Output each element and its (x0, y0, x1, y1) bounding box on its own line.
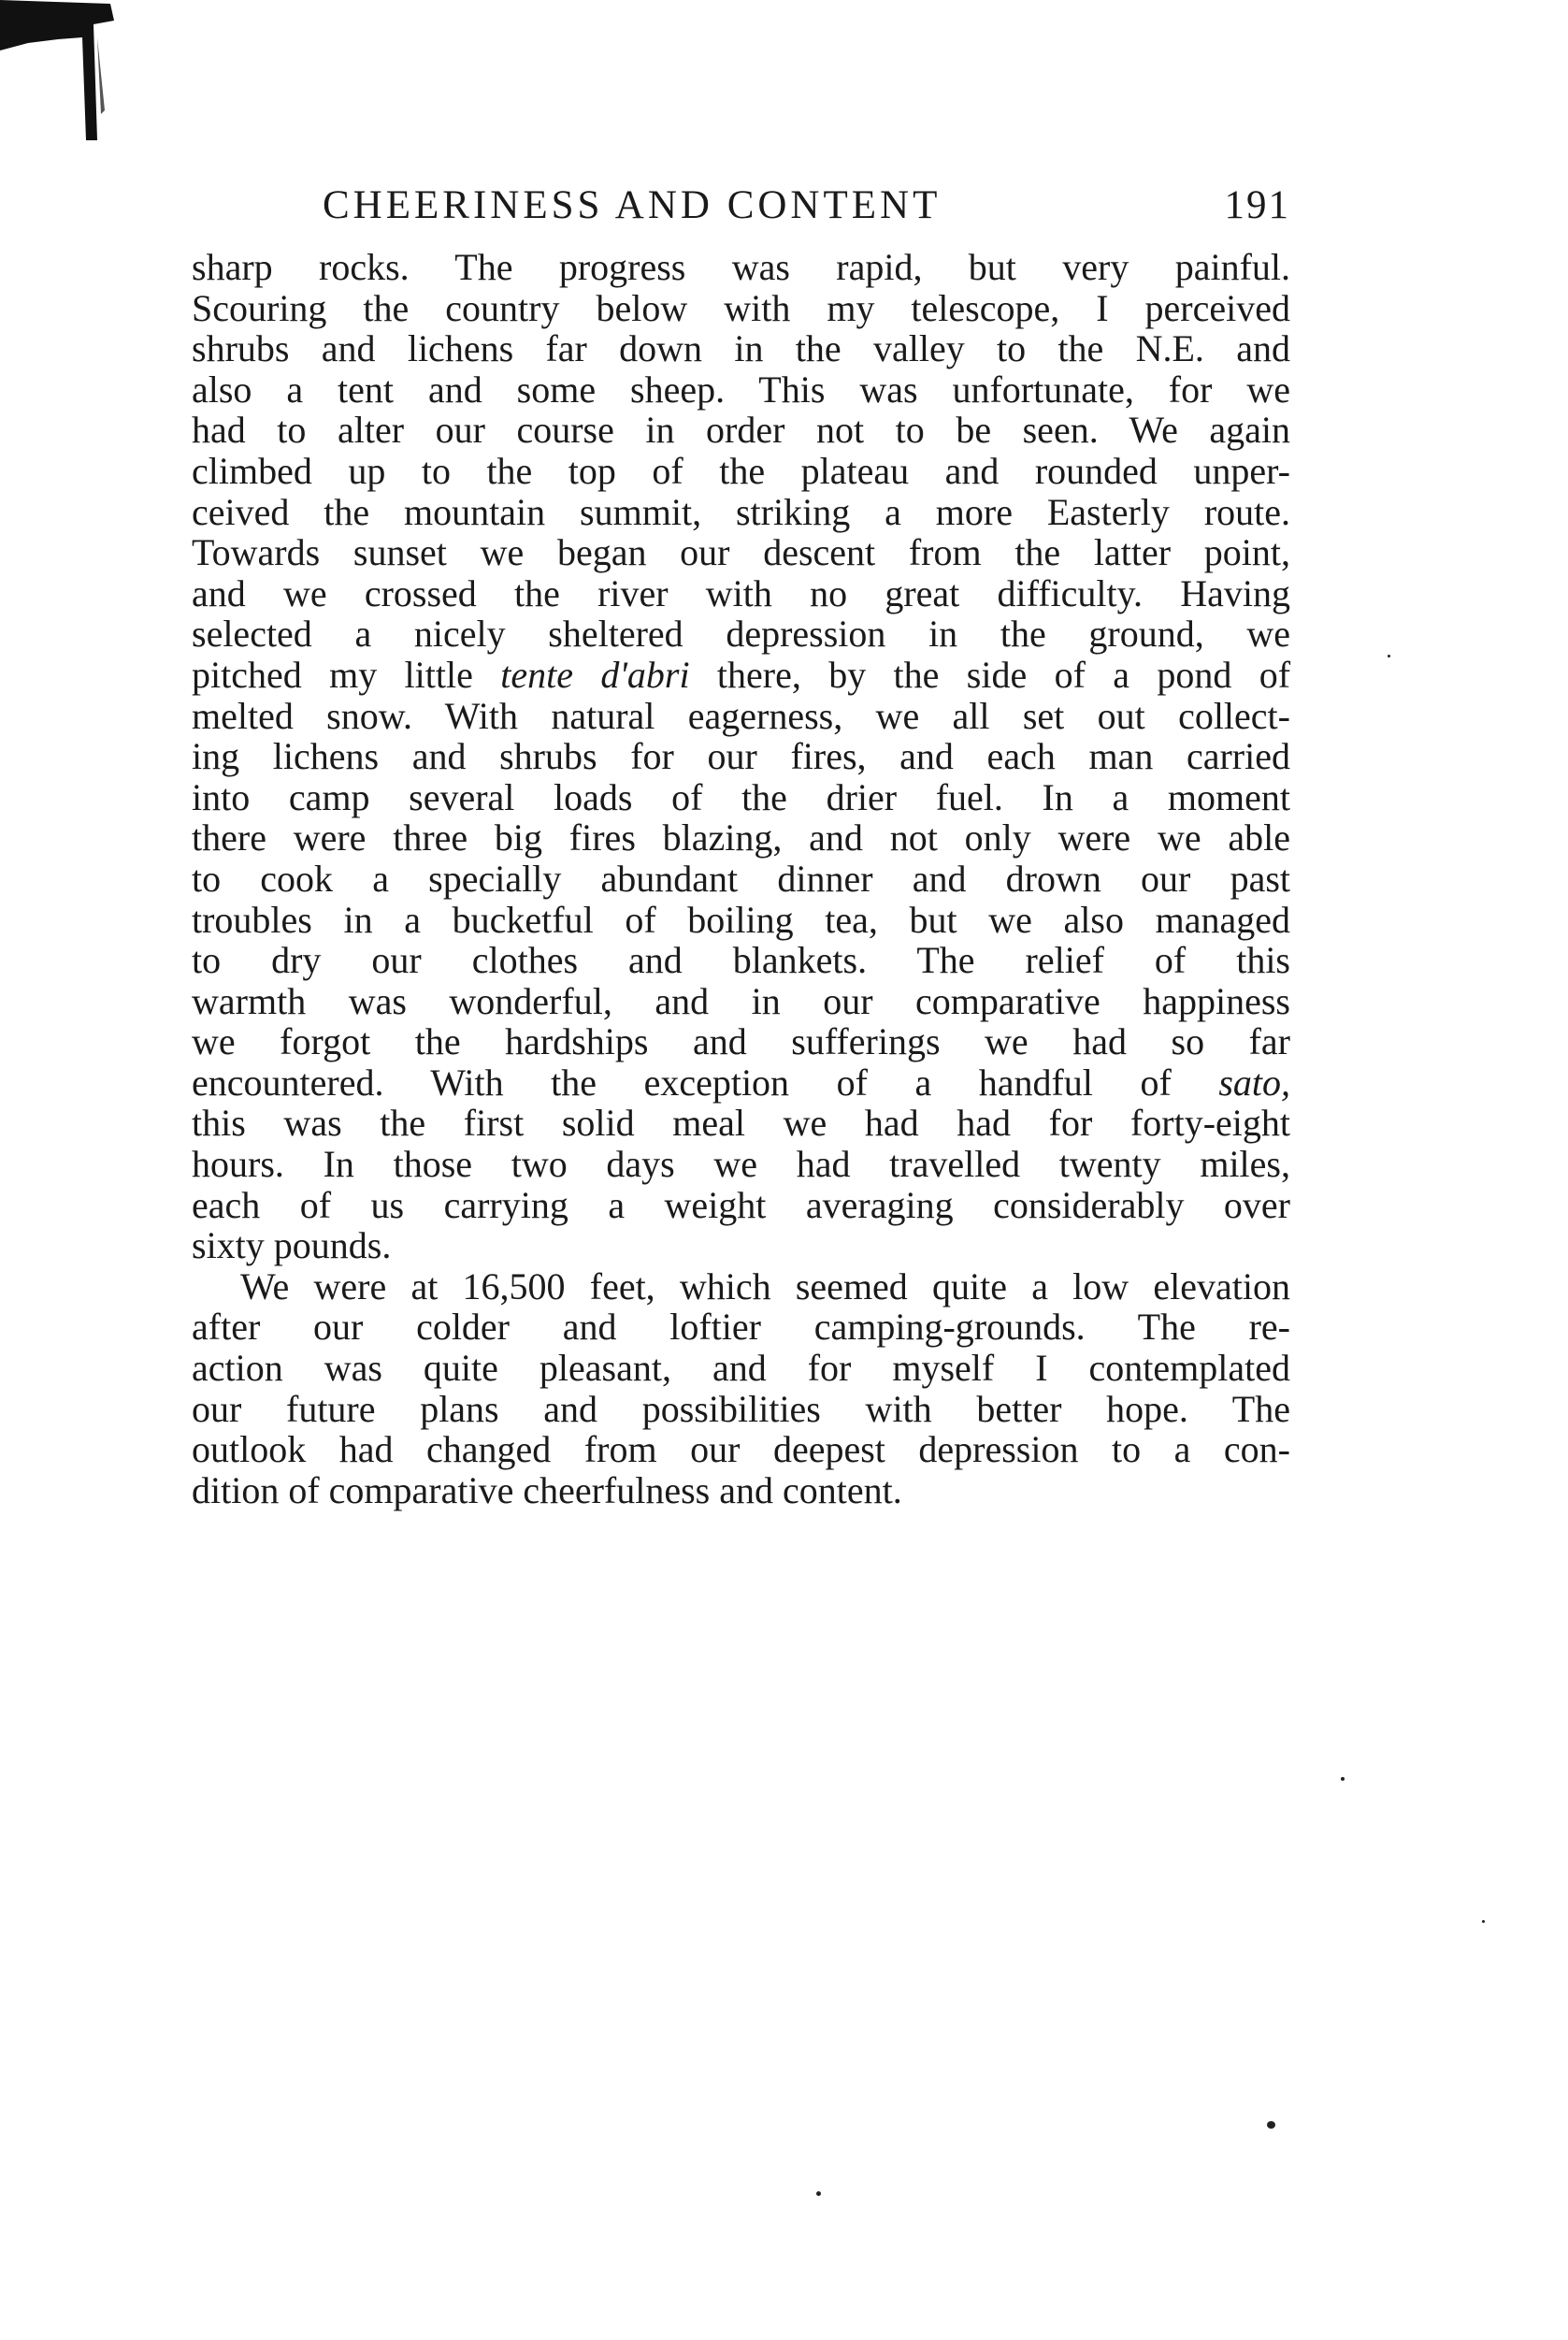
page-number: 191 (1224, 183, 1290, 227)
text-span: there, by the side of a pond of (689, 653, 1291, 696)
text-line (192, 1062, 1290, 1104)
text-line: dition of comparative cheerfulness and content. (192, 1468, 902, 1511)
body-text (192, 247, 1290, 1510)
text-line: selected a nicely sheltered depression in the ground, we (192, 613, 1290, 656)
text-line: sixty pounds. (192, 1224, 392, 1267)
text-line: we forgot the hardships and sufferings we had so far (192, 1020, 1290, 1063)
text-line: and we crossed the river with no great difficulty. Having (192, 571, 1290, 614)
text-line: each of us carrying a weight averaging considerably over (192, 1183, 1290, 1226)
text-line: Scouring the country below with my telescope, I perceived (192, 286, 1290, 329)
text-line: outlook had changed from our deepest depression to a con- (192, 1428, 1290, 1471)
ink-speck (1388, 655, 1390, 657)
text-line: after our colder and loftier camping-grounds. The re- (192, 1306, 1290, 1349)
text-line: We were at 16,500 feet, which seemed quite a low elevation (240, 1264, 1290, 1307)
italic-phrase: sato, (1218, 1061, 1290, 1104)
text-line: this was the first solid meal we had had for forty-eight (192, 1102, 1290, 1145)
text-line: ceived the mountain summit, striking a more Easterly route. (192, 490, 1290, 533)
text-line: troubles in a bucketful of boiling tea, but we also managed (192, 898, 1290, 941)
italic-phrase: tente d'abri (500, 653, 690, 696)
text-line: to dry our clothes and blankets. The relief of this (192, 939, 1290, 982)
text-line: there were three big fires blazing, and not only were we able (192, 816, 1290, 859)
text-line: into camp several loads of the drier fuel. In a moment (192, 775, 1290, 818)
text-line: climbed up to the top of the plateau and rounded unper- (192, 449, 1290, 492)
text-span: encountered. With the exception of a handful of (192, 1061, 1219, 1104)
text-line: ing lichens and shrubs for our fires, and each man carried (192, 735, 1290, 778)
text-line: melted snow. With natural eagerness, we all set out collect- (192, 694, 1290, 737)
text-line: warmth was wonderful, and in our comparative happiness (192, 979, 1290, 1022)
ink-speck (1341, 1777, 1345, 1781)
text-line (192, 655, 1290, 696)
text-span: pitched my little (192, 653, 501, 696)
ink-speck (816, 2191, 821, 2196)
text-line: our future plans and possibilities with better hope. The (192, 1387, 1290, 1430)
text-line: hours. In those two days we had travelled twenty miles, (192, 1143, 1290, 1186)
text-line: to cook a specially abundant dinner and drown our past (192, 857, 1290, 900)
text-line: also a tent and some sheep. This was unfortunate, for we (192, 368, 1290, 411)
text-line: had to alter our course in order not to be seen. We again (192, 409, 1290, 452)
ink-speck (1482, 1920, 1485, 1923)
text-line: action was quite pleasant, and for myself I contemplated (192, 1347, 1290, 1390)
text-line: shrubs and lichens far down in the valley to the N.E. and (192, 327, 1290, 370)
ink-speck (1267, 2121, 1275, 2129)
text-line: sharp rocks. The progress was rapid, but very painful. (192, 246, 1290, 288)
text-line: Towards sunset we began our descent from the latter point, (192, 531, 1290, 574)
running-title: CHEERINESS AND CONTENT (323, 183, 942, 227)
running-head (192, 178, 1290, 234)
corner-ink-mark (0, 0, 122, 140)
